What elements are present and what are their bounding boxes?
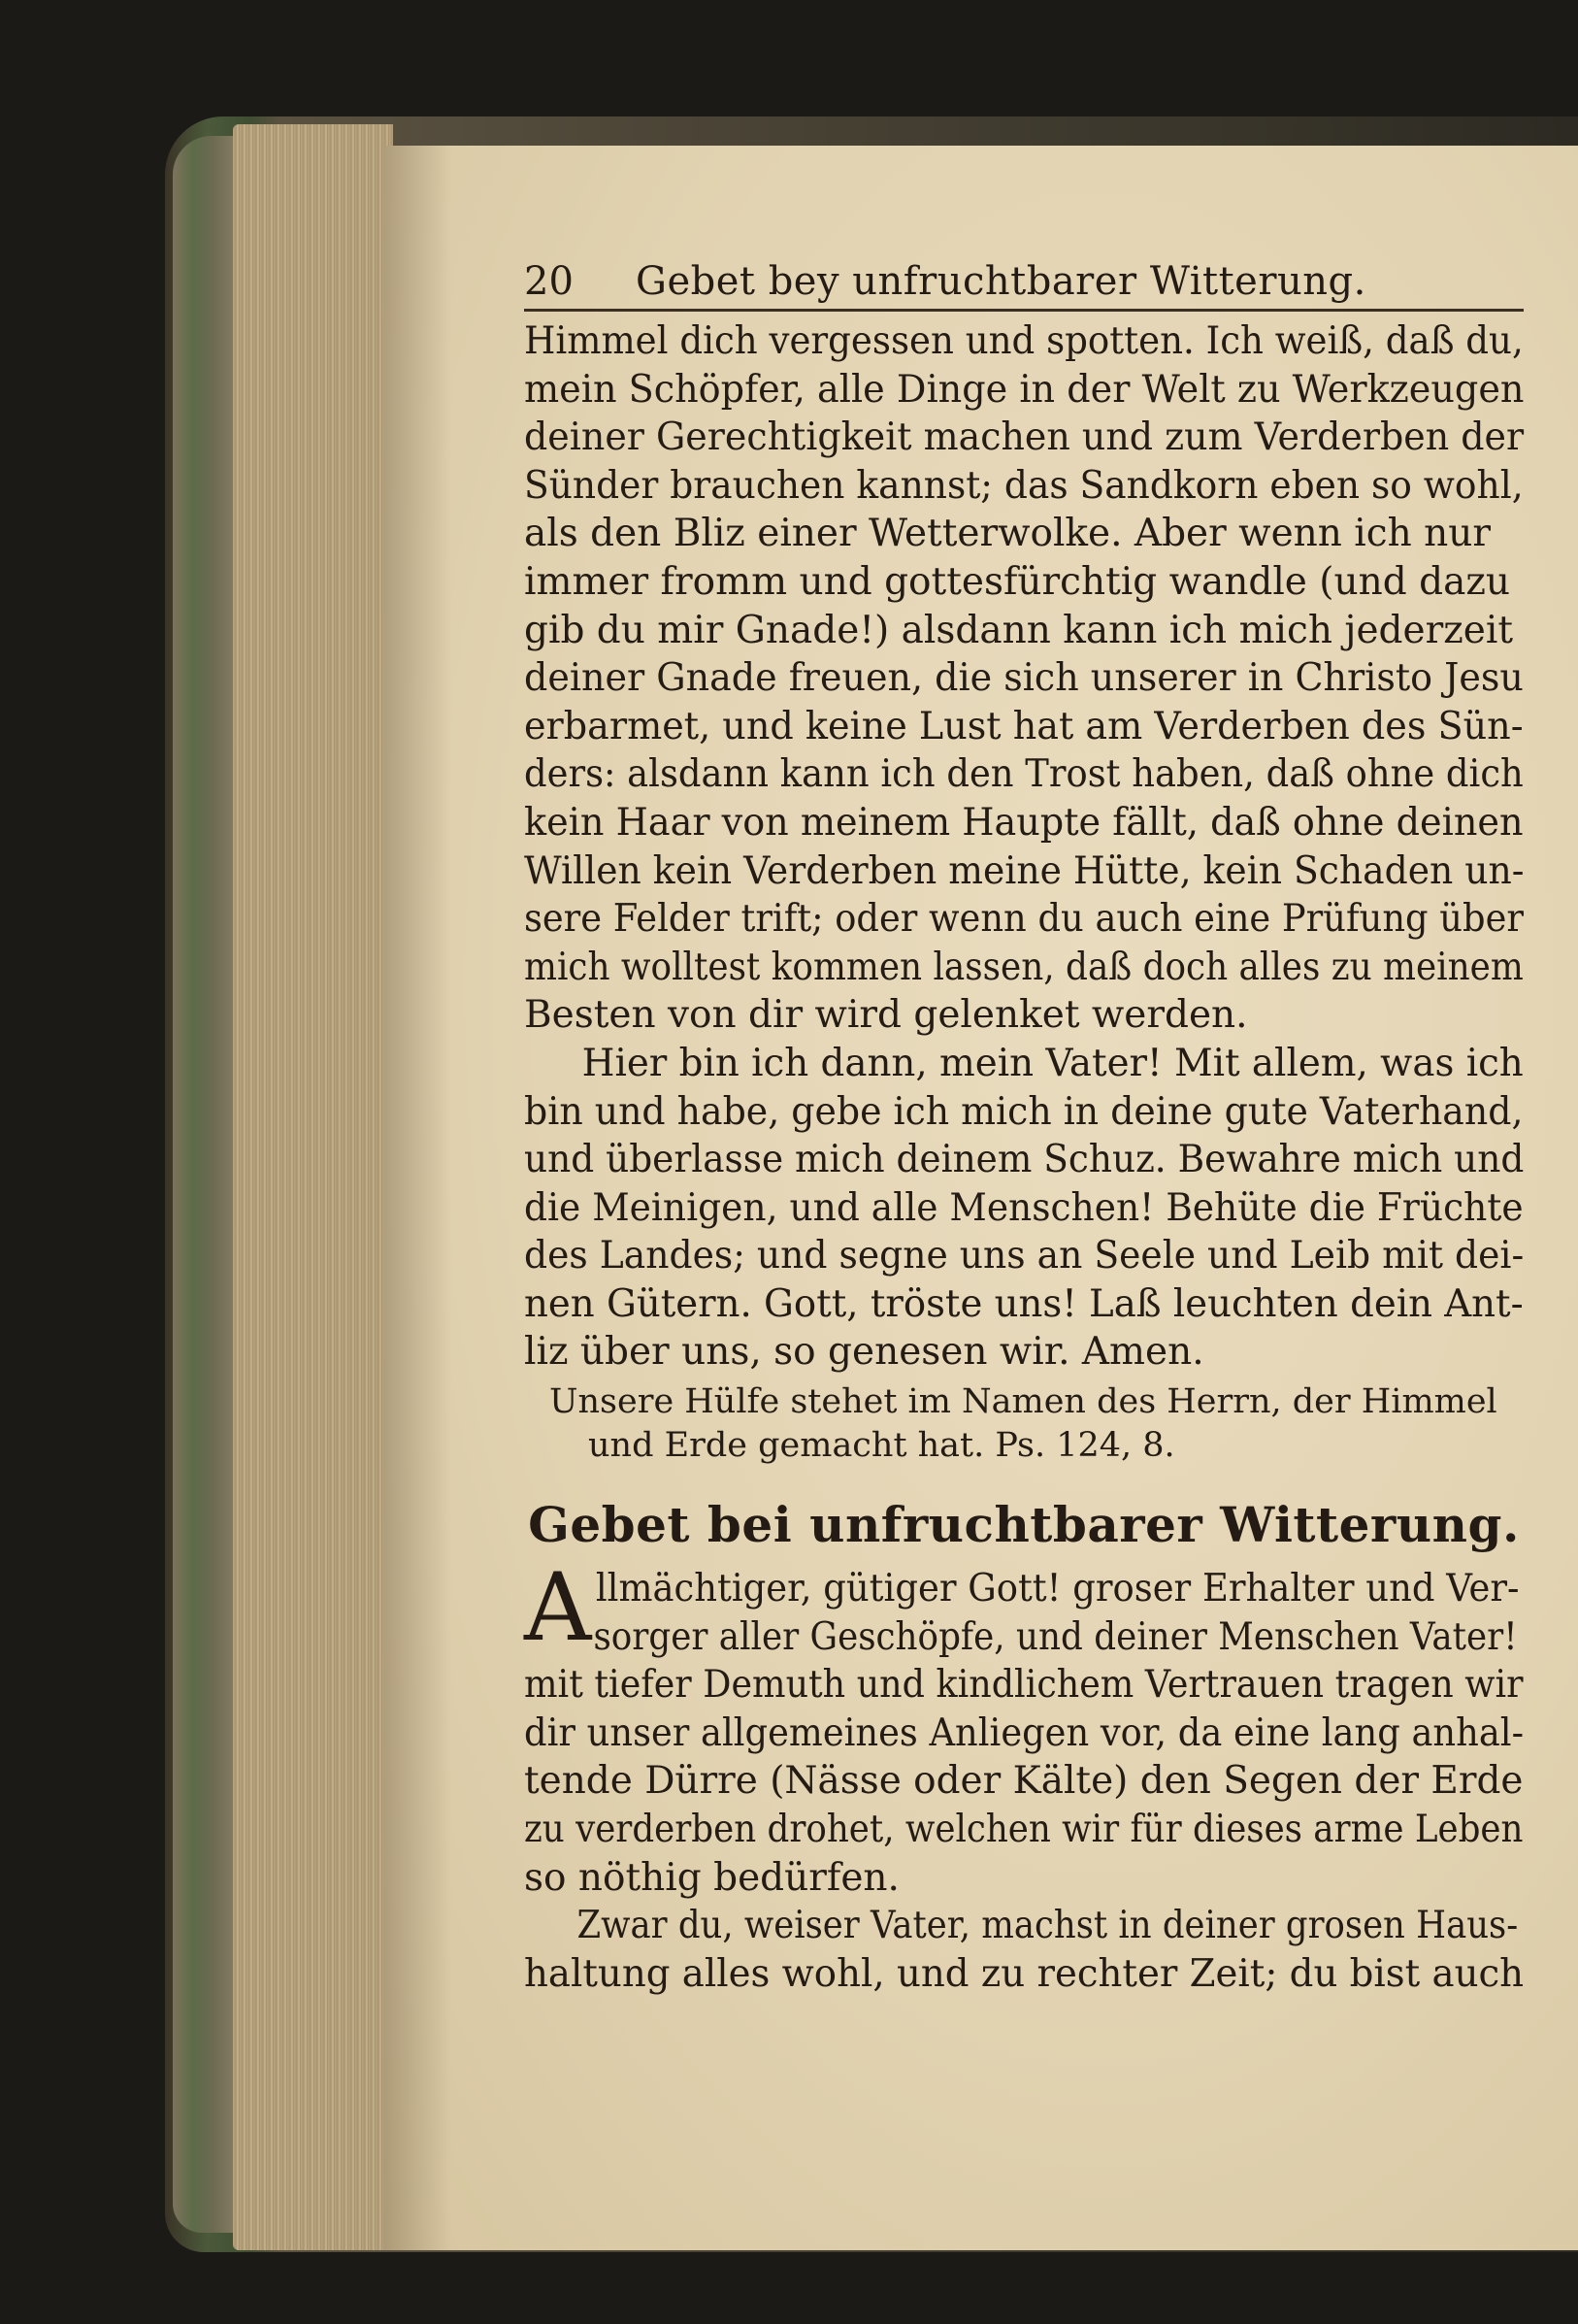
text-line: sorger aller Geschöpfe, und deiner Menschen Vater!: [593, 1614, 1518, 1659]
text-line: deiner Gnade freuen, die sich unserer in Christo Jesu: [524, 656, 1524, 701]
text-line: haltung alles wohl, und zu rechter Zeit; du bist auch: [524, 1951, 1525, 1996]
text-line: ders: alsdann kann ich den Trost haben, daß ohne dich: [524, 752, 1524, 797]
text-line: als den Bliz einer Wetterwolke. Aber wenn ich nur: [524, 512, 1491, 556]
running-head-title: Gebet bey unfruchtbarer Witterung.: [636, 259, 1366, 304]
text-line: und überlasse mich deinem Schuz. Bewahre mich und: [524, 1138, 1525, 1182]
text-line: deiner Gerechtigkeit machen und zum Verderben der: [524, 415, 1525, 460]
text-line: so nöthig bedürfen.: [524, 1855, 900, 1900]
text-line: Hier bin ich dann, mein Vater! Mit allem, was ich: [581, 1041, 1524, 1085]
citation-line: und Erde gemacht hat. Ps. 124, 8.: [588, 1426, 1175, 1466]
text-line: dir unser allgemeines Anliegen vor, da eine lang anhal-: [524, 1710, 1525, 1755]
book-spine: [173, 136, 241, 2233]
paragraph-2: [524, 1040, 1524, 1377]
text-line: bin und habe, gebe ich mich in deine gute Vaterhand,: [524, 1089, 1524, 1134]
text-line: Besten von dir wird gelenket werden.: [524, 993, 1248, 1038]
text-line: gib du mir Gnade!) alsdann kann ich mich jederzeit: [524, 608, 1514, 652]
text-line: Willen kein Verderben meine Hütte, kein Schaden un-: [524, 848, 1525, 893]
page-number: 20: [524, 259, 574, 304]
text-line: die Meinigen, und alle Menschen! Behüte die Früchte: [524, 1185, 1524, 1230]
text-line: mich wolltest kommen lassen, daß doch alles zu meinem: [524, 945, 1524, 989]
paragraph-1: [524, 317, 1524, 1040]
text-line: des Landes; und segne uns an Seele und Leib mit dei-: [524, 1234, 1525, 1278]
text-line: zu verderben drohet, welchen wir für dieses arme Leben: [524, 1808, 1524, 1852]
text-line: liz über uns, so genesen wir. Amen.: [524, 1330, 1204, 1375]
text-line: Zwar du, weiser Vater, machst in deiner grosen Haus-: [576, 1904, 1519, 1948]
text-line: tende Dürre (Nässe oder Kälte) den Segen der Erde: [524, 1759, 1524, 1804]
text-line: erbarmet, und keine Lust hat am Verderben des Sün-: [524, 704, 1524, 748]
text-line: kein Haar von meinem Haupte fällt, daß ohne deinen: [524, 800, 1524, 845]
paragraph-3: [524, 1553, 1525, 1902]
running-head: [524, 254, 1524, 312]
scripture-citation: [524, 1380, 1524, 1468]
paragraph-4: [524, 1902, 1524, 1998]
text-line: Himmel dich vergessen und spotten. Ich weiß, daß du,: [524, 319, 1524, 363]
text-line: mit tiefer Demuth und kindlichem Vertrauen tragen wir: [524, 1663, 1524, 1708]
gutter-shadow: [383, 146, 451, 2250]
page-text-block: [524, 254, 1524, 1998]
drop-cap: A: [524, 1553, 592, 1663]
section-heading: Gebet bei unfruchtbarer Witterung.: [528, 1496, 1520, 1554]
text-line: immer fromm und gottesfürchtig wandle (und dazu: [524, 559, 1510, 604]
text-line: Sünder brauchen kannst; das Sandkorn eben so wohl,: [524, 463, 1524, 508]
text-line: mein Schöpfer, alle Dinge in der Welt zu Werkzeugen: [524, 367, 1525, 412]
citation-line: Unsere Hülfe stehet im Namen des Herrn, der Himmel: [549, 1382, 1497, 1422]
page-edges: [233, 124, 393, 2250]
text-line: llmächtiger, gütiger Gott! groser Erhalter und Ver-: [595, 1567, 1520, 1611]
text-line: nen Gütern. Gott, tröste uns! Laß leuchten dein Ant-: [524, 1281, 1524, 1326]
text-line: sere Felder trift; oder wenn du auch eine Prüfung über: [524, 897, 1524, 942]
